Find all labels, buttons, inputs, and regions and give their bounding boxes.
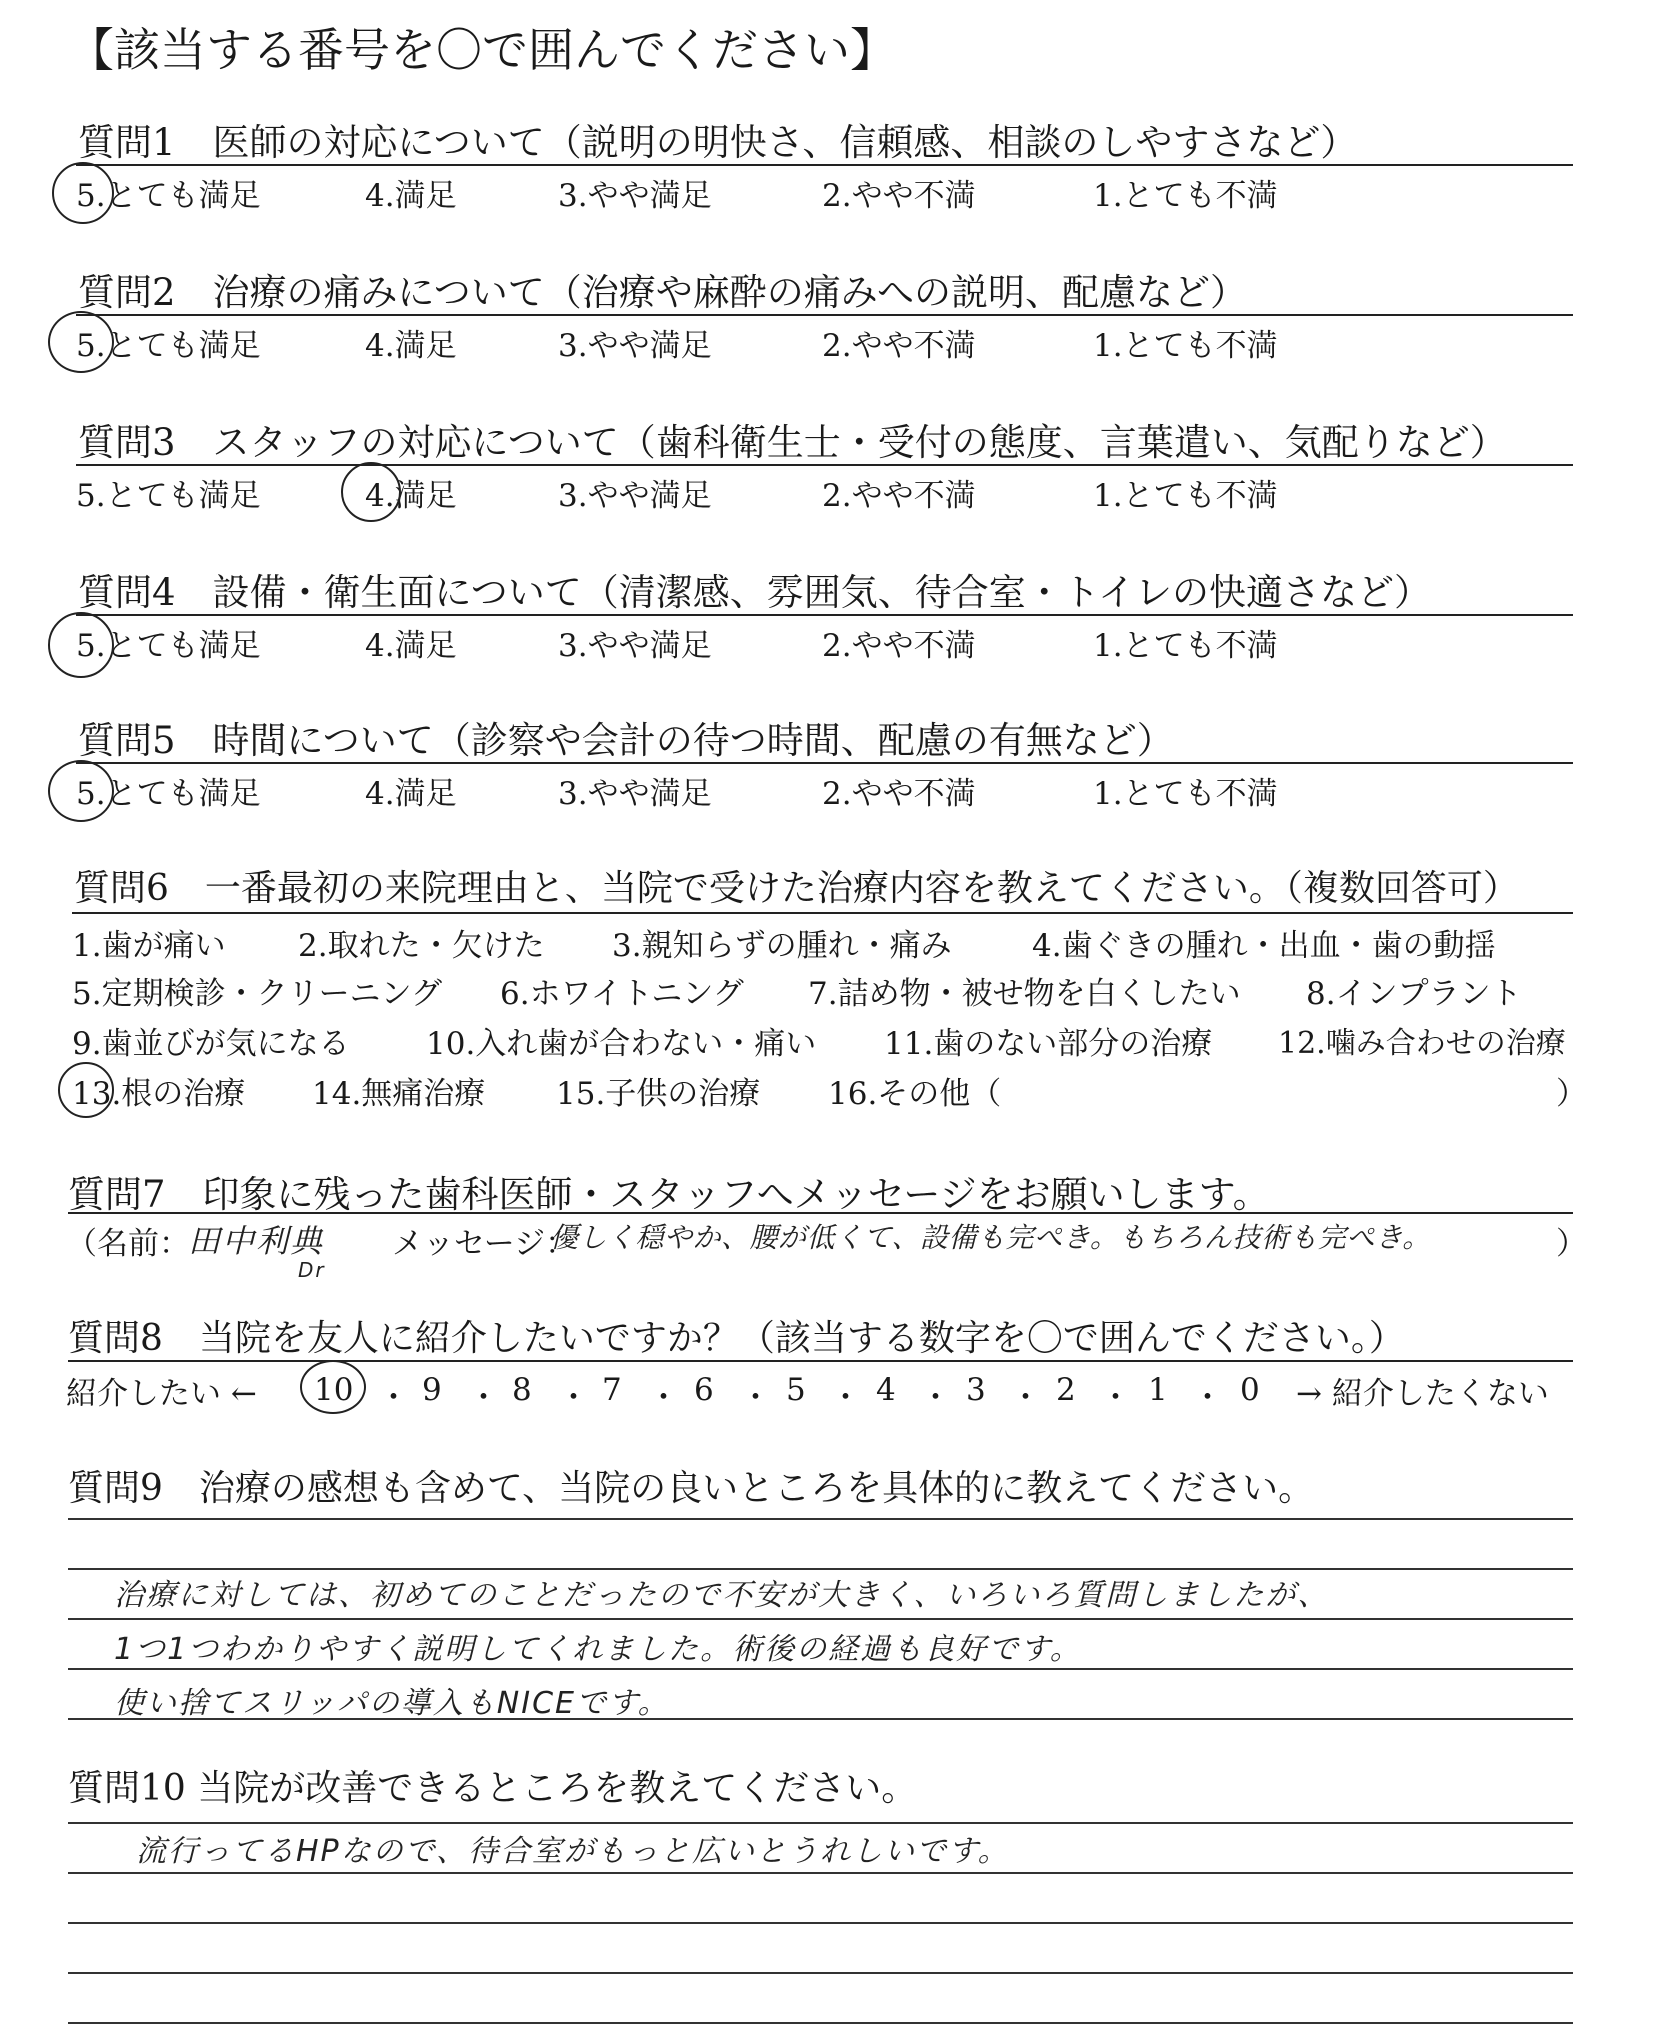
q8-dot: ・ [558,1380,589,1416]
q3-selection-circle [341,462,401,522]
q9-answer-line-1[interactable]: 治療に対しては、初めてのことだったので不安が大きく、いろいろ質問しましたが、 [114,1578,1330,1613]
q6-option-9[interactable]: 9.歯並びが気になる [72,1026,350,1062]
question-3-rule [76,464,1573,466]
q8-score-3[interactable]: 3 [966,1372,986,1408]
q6-option-11[interactable]: 11.歯のない部分の治療 [884,1026,1213,1062]
q6-option-10[interactable]: 10.入れ歯が合わない・痛い [426,1026,817,1062]
q4-option-5[interactable]: 5.とても満足 [76,628,261,664]
q1-option-4[interactable]: 4.満足 [365,178,457,214]
q7-close-paren: ） [1556,1226,1587,1262]
question-7-rule [68,1212,1573,1214]
q10-writing-line [68,2022,1573,2024]
q2-option-4[interactable]: 4.満足 [365,328,457,364]
q5-option-2[interactable]: 2.やや不満 [822,776,976,812]
q3-option-1[interactable]: 1.とても不満 [1093,478,1278,514]
question-6-label: 質問6 一番最初の来院理由と、当院で受けた治療内容を教えてください。（複数回答可） [74,868,1519,909]
q3-option-5[interactable]: 5.とても満足 [76,478,261,514]
question-1-label: 質問1 医師の対応について（説明の明快さ、信頼感、相談のしやすさなど） [78,121,1358,164]
q8-right-label: → 紹介したくない [1296,1376,1549,1412]
q5-option-3[interactable]: 3.やや満足 [558,776,712,812]
q6-option-13[interactable]: 13.根の治療 [72,1076,246,1112]
q6-option-16-close-paren: ） [1556,1076,1587,1112]
question-4-rule [76,614,1573,616]
q9-answer-line-2[interactable]: 1つ1つわかりやすく説明してくれました。術後の経過も良好です。 [114,1632,1082,1667]
question-3-label: 質問3 スタッフの対応について（歯科衛生士・受付の態度、言葉遣い、気配りなど） [78,421,1507,464]
q2-option-1[interactable]: 1.とても不満 [1093,328,1278,364]
question-6-rule [72,912,1573,914]
q6-option-15[interactable]: 15.子供の治療 [556,1076,761,1112]
question-9-label: 質問9 治療の感想も含めて、当院の良いところを具体的に教えてください。 [68,1468,1315,1509]
question-7-label: 質問7 印象に残った歯科医師・スタッフへメッセージをお願いします。 [68,1173,1270,1216]
q8-score-4[interactable]: 4 [876,1372,896,1408]
q2-selection-circle [48,311,114,373]
q8-left-label: 紹介したい ← [66,1376,257,1412]
q8-score-5[interactable]: 5 [786,1372,806,1408]
q6-option-4[interactable]: 4.歯ぐきの腫れ・出血・歯の動揺 [1032,928,1496,964]
q3-option-4[interactable]: 4.満足 [365,478,457,514]
q7-name-label: （名前： [66,1226,190,1262]
q8-score-6[interactable]: 6 [694,1372,714,1408]
q2-option-3[interactable]: 3.やや満足 [558,328,712,364]
q2-option-2[interactable]: 2.やや不満 [822,328,976,364]
q8-dot: ・ [830,1380,861,1416]
q6-selection-circle [58,1062,114,1118]
q9-writing-line [68,1618,1573,1620]
question-2-label: 質問2 治療の痛みについて（治療や麻酔の痛みへの説明、配慮など） [78,271,1248,314]
q9-writing-line [68,1668,1573,1670]
q9-writing-line [68,1518,1573,1520]
question-10-label: 質問10 当院が改善できるところを教えてください。 [68,1768,918,1809]
q8-dot: ・ [648,1380,679,1416]
q9-answer-line-3[interactable]: 使い捨てスリッパの導入もNICEです。 [114,1686,670,1721]
q3-option-3[interactable]: 3.やや満足 [558,478,712,514]
q8-dot: ・ [1192,1380,1223,1416]
q8-dot: ・ [378,1380,409,1416]
q7-message-value[interactable]: 優しく穏やか、腰が低くて、設備も完ぺき。もちろん技術も完ぺき。 [550,1221,1431,1254]
q8-dot: ・ [1100,1380,1131,1416]
q4-option-1[interactable]: 1.とても不満 [1093,628,1278,664]
q8-dot: ・ [468,1380,499,1416]
q6-option-6[interactable]: 6.ホワイトニング [500,976,744,1012]
question-8-label: 質問8 当院を友人に紹介したいですか？（該当する数字を〇で囲んでください。） [68,1318,1405,1359]
q6-option-3[interactable]: 3.親知らずの腫れ・痛み [612,928,952,964]
question-5-rule [76,762,1573,764]
q6-option-2[interactable]: 2.取れた・欠けた [298,928,545,964]
q8-dot: ・ [740,1380,771,1416]
q8-selection-circle [300,1360,366,1414]
q5-option-5[interactable]: 5.とても満足 [76,776,261,812]
question-4-label: 質問4 設備・衛生面について（清潔感、雰囲気、待合室・トイレの快適さなど） [78,571,1431,614]
q6-option-5[interactable]: 5.定期検診・クリーニング [72,976,442,1012]
q5-option-4[interactable]: 4.満足 [365,776,457,812]
question-1-rule [76,164,1573,166]
q4-option-2[interactable]: 2.やや不満 [822,628,976,664]
q2-option-5[interactable]: 5.とても満足 [76,328,261,364]
q6-option-14[interactable]: 14.無痛治療 [312,1076,486,1112]
q8-score-9[interactable]: 9 [422,1372,442,1408]
page-title: 【該当する番号を〇で囲んでください】 [68,23,896,77]
q1-option-2[interactable]: 2.やや不満 [822,178,976,214]
question-2-rule [76,314,1573,316]
q8-score-8[interactable]: 8 [512,1372,532,1408]
q4-option-3[interactable]: 3.やや満足 [558,628,712,664]
q6-option-7[interactable]: 7.詰め物・被せ物を白くしたい [808,976,1241,1012]
q8-score-2[interactable]: 2 [1056,1372,1076,1408]
q4-option-4[interactable]: 4.満足 [365,628,457,664]
q6-option-12[interactable]: 12.噛み合わせの治療 [1278,1026,1566,1061]
q10-writing-line [68,1822,1573,1824]
q6-option-8[interactable]: 8.インプラント [1306,976,1522,1012]
q8-dot: ・ [1010,1380,1041,1416]
question-8-rule [68,1360,1573,1362]
q3-option-2[interactable]: 2.やや不満 [822,478,976,514]
q10-writing-line [68,1872,1573,1874]
q1-option-5[interactable]: 5.とても満足 [76,178,261,214]
q10-writing-line [68,1972,1573,1974]
q6-option-16[interactable]: 16.その他（ [828,1076,1002,1112]
q8-score-7[interactable]: 7 [602,1372,622,1408]
q4-selection-circle [48,612,114,678]
question-5-label: 質問5 時間について（診察や会計の待つ時間、配慮の有無など） [78,719,1174,762]
q1-option-3[interactable]: 3.やや満足 [558,178,712,214]
q8-score-1[interactable]: 1 [1148,1372,1168,1408]
q8-score-10[interactable]: 10 [314,1372,354,1408]
q1-option-1[interactable]: 1.とても不満 [1093,178,1278,214]
q10-answer-line-1[interactable]: 流行ってるHPなので、待合室がもっと広いとうれしいです。 [136,1834,1010,1869]
q6-option-1[interactable]: 1.歯が痛い [72,928,226,964]
q8-score-0[interactable]: 0 [1240,1372,1260,1408]
q7-message-label: メッセージ： [392,1226,577,1262]
q7-name-value[interactable]: 田中利典 [188,1222,325,1260]
q8-dot: ・ [920,1380,951,1416]
q1-selection-circle [52,162,114,224]
q5-selection-circle [48,760,114,822]
q5-option-1[interactable]: 1.とても不満 [1093,776,1278,812]
q7-name-note: Dr [298,1258,326,1282]
q10-writing-line [68,1922,1573,1924]
